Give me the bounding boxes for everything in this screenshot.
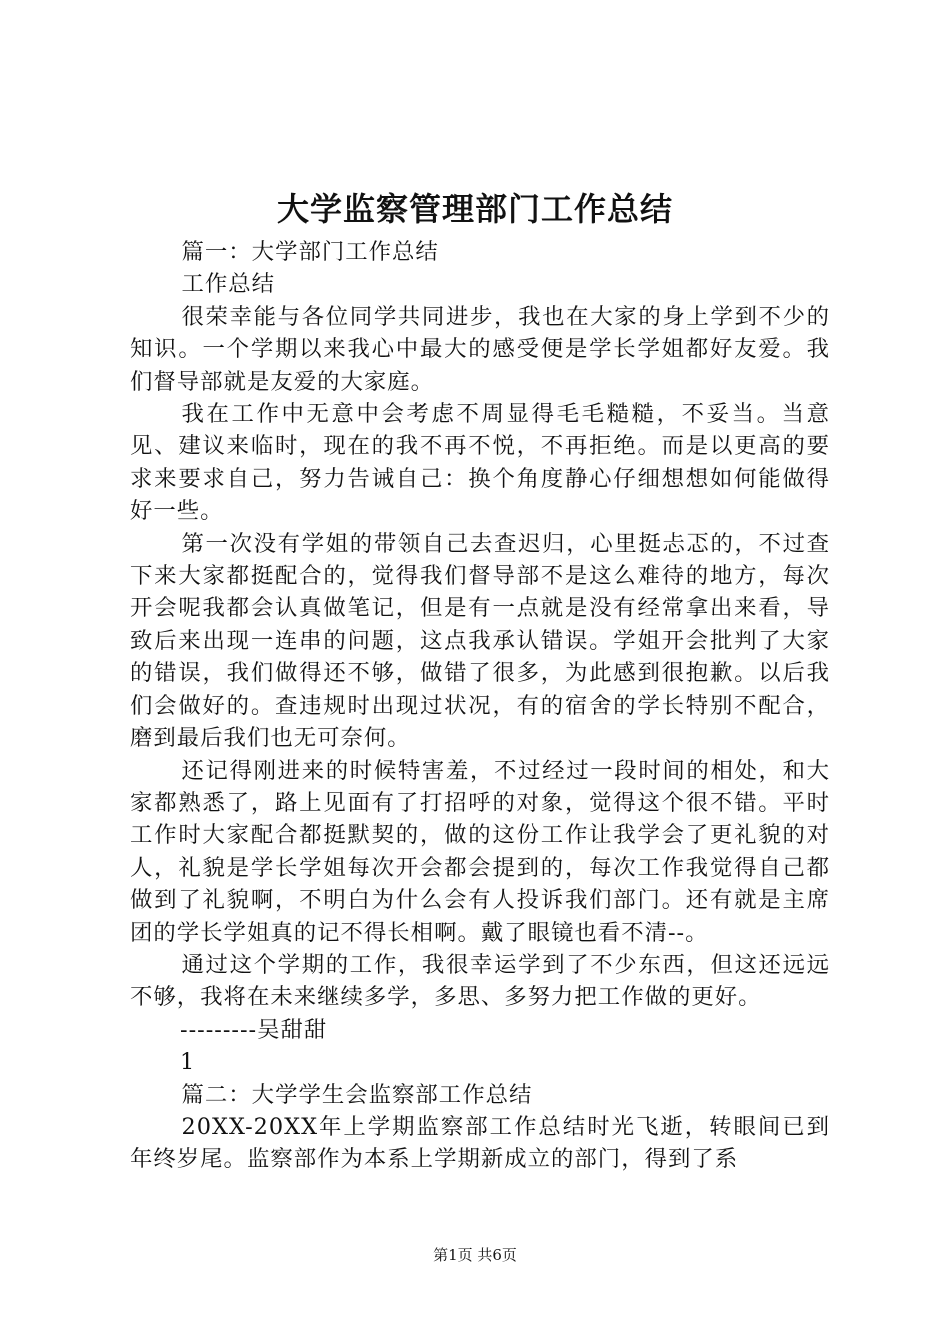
document-body <box>130 236 830 1176</box>
paragraph: 很荣幸能与各位同学共同进步，我也在大家的身上学到不少的知识。一个学期以来我心中最大的感受便是学长学姐都好友爱。我们督导部就是友爱的大家庭。 <box>130 303 830 395</box>
paragraph: 我在工作中无意中会考虑不周显得毛毛糙糙，不妥当。当意见、建议来临时，现在的我不再不悦，不再拒绝。而是以更高的要求来要求自己，努力告诫自己：换个角度静心仔细想想如何能做得好一些。 <box>130 401 830 525</box>
paragraph: 第一次没有学姐的带领自己去查迟归，心里挺忐忑的，不过查下来大家都挺配合的，觉得我们督导部不是这么难待的地方，每次开会呢我都会认真做笔记，但是有一点就是没有经常拿出来看，导致后来出现一连串的问题，这点我承认错误。学姐开会批判了大家的错误，我们做得还不够，做错了很多，为此感到很抱歉。以后我们会做好的。查违规时出现过状况，有的宿舍的学长特别不配合，磨到最后我们也无可奈何。 <box>130 530 830 752</box>
page-footer: 第1页 共6页 <box>433 1246 517 1264</box>
paragraph: 20XX-20XX年上学期监察部工作总结时光飞逝，转眼间已到年终岁尾。监察部作为本系上学期新成立的部门，得到了系 <box>130 1113 830 1173</box>
section-heading-1: 篇一：大学部门工作总结 <box>181 239 439 265</box>
section-heading-2: 篇二：大学学生会监察部工作总结 <box>181 1081 533 1108</box>
section-number: 1 <box>180 1049 196 1076</box>
document-title: 大学监察管理部门工作总结 <box>276 190 673 228</box>
subheading: 工作总结 <box>181 271 276 298</box>
signature: ---------吴甜甜 <box>180 1016 328 1043</box>
paragraph: 还记得刚进来的时候特害羞，不过经过一段时间的相处，和大家都熟悉了，路上见面有了打招呼的对象，觉得这个很不错。平时工作时大家配合都挺默契的，做的这份工作让我学会了更礼貌的对人，礼貌是学长学姐每次开会都会提到的，每次工作我觉得自己都做到了礼貌啊，不明白为什么会有人投诉我们部门。还有就是主席团的学长学姐真的记不得长相啊。戴了眼镜也看不清--。 <box>130 757 830 946</box>
paragraph: 通过这个学期的工作，我很幸运学到了不少东西，但这还远远不够，我将在未来继续多学，多思、多努力把工作做的更好。 <box>130 951 830 1011</box>
